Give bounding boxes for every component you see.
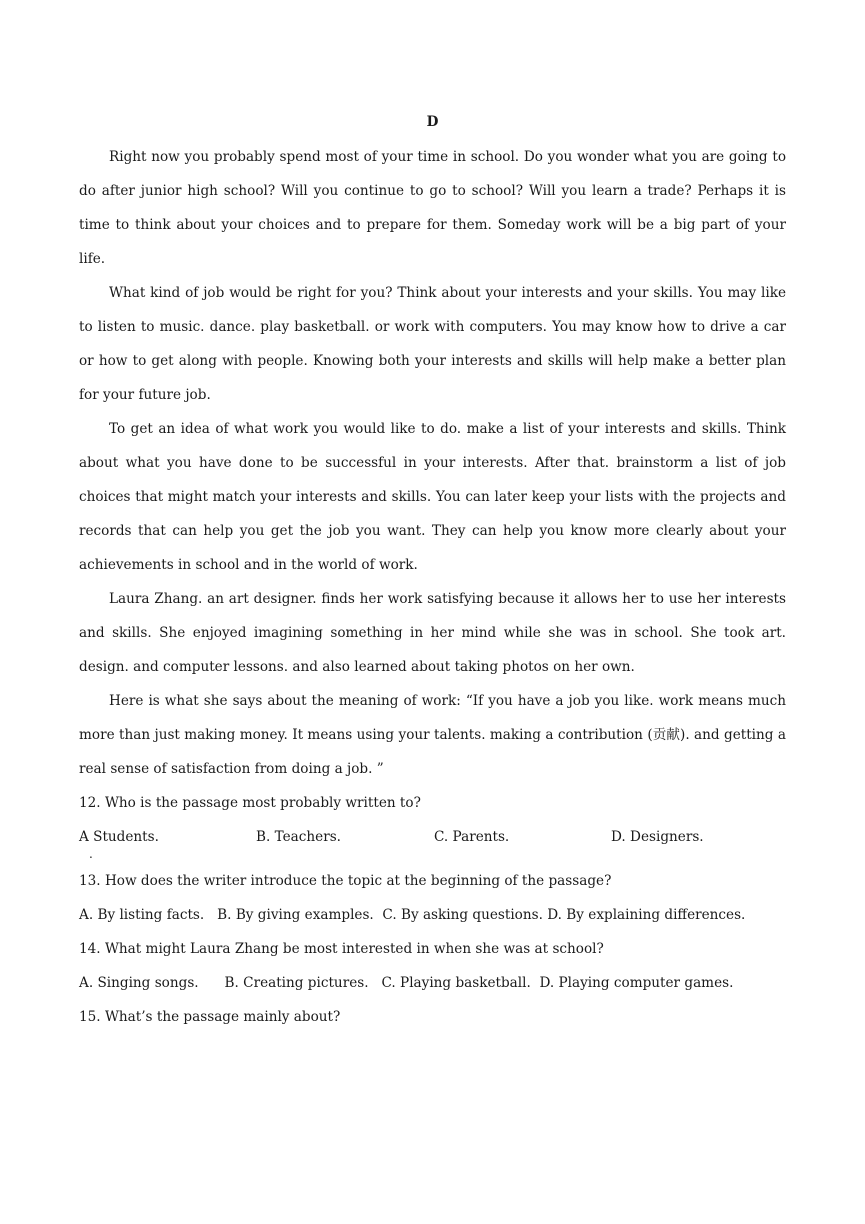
emphasis-dot: .: [89, 847, 93, 861]
question-12-option-a: A Students.: [79, 829, 159, 845]
question-12-option-d: D. Designers.: [611, 829, 704, 845]
question-12-options: [79, 820, 786, 864]
question-14-options: [79, 966, 786, 1000]
question-13-options: [79, 898, 786, 932]
document-page: [79, 108, 786, 1034]
question-14-options-text: A. Singing songs. B. Creating pictures. C. Playing basketball. D. Playing computer games.: [79, 975, 734, 991]
question-14-stem: 14. What might Laura Zhang be most interested in when she was at school?: [79, 941, 604, 957]
paragraph-5: Here is what she says about the meaning of work: “If you have a job you like. work means much more than just making money. It means using your talents. making a contribution (贡献). and getting a real sense of satisfaction from doing a job. ”: [79, 693, 786, 777]
question-13-options-text: A. By listing facts. B. By giving examples. C. By asking questions. D. By explaining differences.: [79, 907, 746, 923]
section-title: D: [426, 114, 439, 130]
question-13-stem: 13. How does the writer introduce the topic at the beginning of the passage?: [79, 873, 612, 889]
question-12-option-c: C. Parents.: [434, 829, 510, 845]
question-15-stem: 15. What’s the passage mainly about?: [79, 1009, 341, 1025]
paragraph-4: Laura Zhang. an art designer. finds her work satisfying because it allows her to use her interests and skills. She enjoyed imagining something in her mind while she was in school. She took art. design. and computer lessons. and also learned about taking photos on her own.: [79, 591, 786, 675]
question-12-stem: 12. Who is the passage most probably written to?: [79, 795, 421, 811]
paragraph-1: Right now you probably spend most of your time in school. Do you wonder what you are going to do after junior high school? Will you continue to go to school? Will you learn a trade? Perhaps it is time to think about your choices and to prepare for them. Someday work will be a big part of your life.: [79, 149, 786, 267]
paragraph-3: To get an idea of what work you would like to do. make a list of your interests and skills. Think about what you have done to be successful in your interests. After that. brainstorm a list of job choices that might match your interests and skills. You can later keep your lists with the projects and records that can help you get the job you want. They can help you know more clearly about your achievements in school and in the world of work.: [79, 421, 786, 573]
question-12-option-b: B. Teachers.: [256, 829, 342, 845]
paragraph-2: What kind of job would be right for you? Think about your interests and your skills. You may like to listen to music. dance. play basketball. or work with computers. You may know how to drive a car or how to get along with people. Knowing both your interests and skills will help make a better plan for your future job.: [79, 285, 786, 403]
